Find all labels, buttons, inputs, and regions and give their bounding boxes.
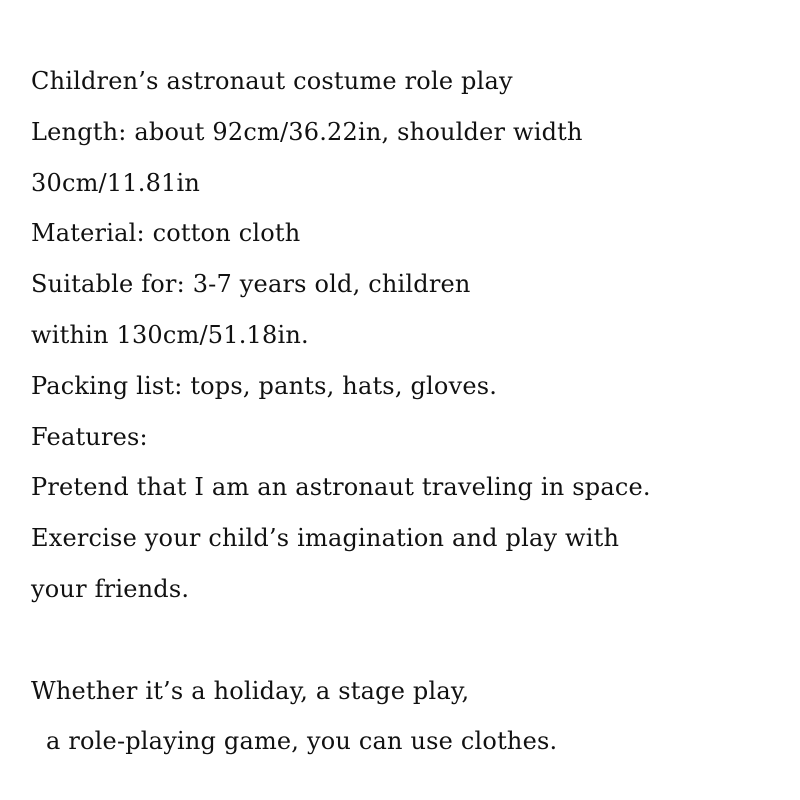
description-line-feature-2: Exercise your child’s imagination and play with: [31, 524, 620, 553]
description-line-length: Length: about 92cm/36.22in, shoulder width: [31, 117, 583, 146]
description-line-height-limit: within 130cm/51.18in.: [31, 320, 309, 349]
product-description: [31, 56, 791, 767]
description-line-title: Children’s astronaut costume role play: [31, 67, 513, 95]
description-line-features-heading: Features:: [31, 422, 148, 451]
description-line-material: Material: cotton cloth: [31, 219, 301, 248]
description-line-occasion-2: a role-playing game, you can use clothes.: [46, 727, 558, 756]
description-line-occasion-1: Whether it’s a holiday, a stage play,: [31, 676, 470, 705]
description-line-feature-3: your friends.: [31, 574, 190, 603]
description-line-feature-1: Pretend that I am an astronaut traveling in space.: [31, 473, 651, 502]
blank-line: [31, 615, 791, 666]
description-line-suitable: Suitable for: 3-7 years old, children: [31, 270, 471, 299]
description-line-shoulder: 30cm/11.81in: [31, 168, 201, 197]
description-line-packing-list: Packing list: tops, pants, hats, gloves.: [31, 371, 498, 400]
